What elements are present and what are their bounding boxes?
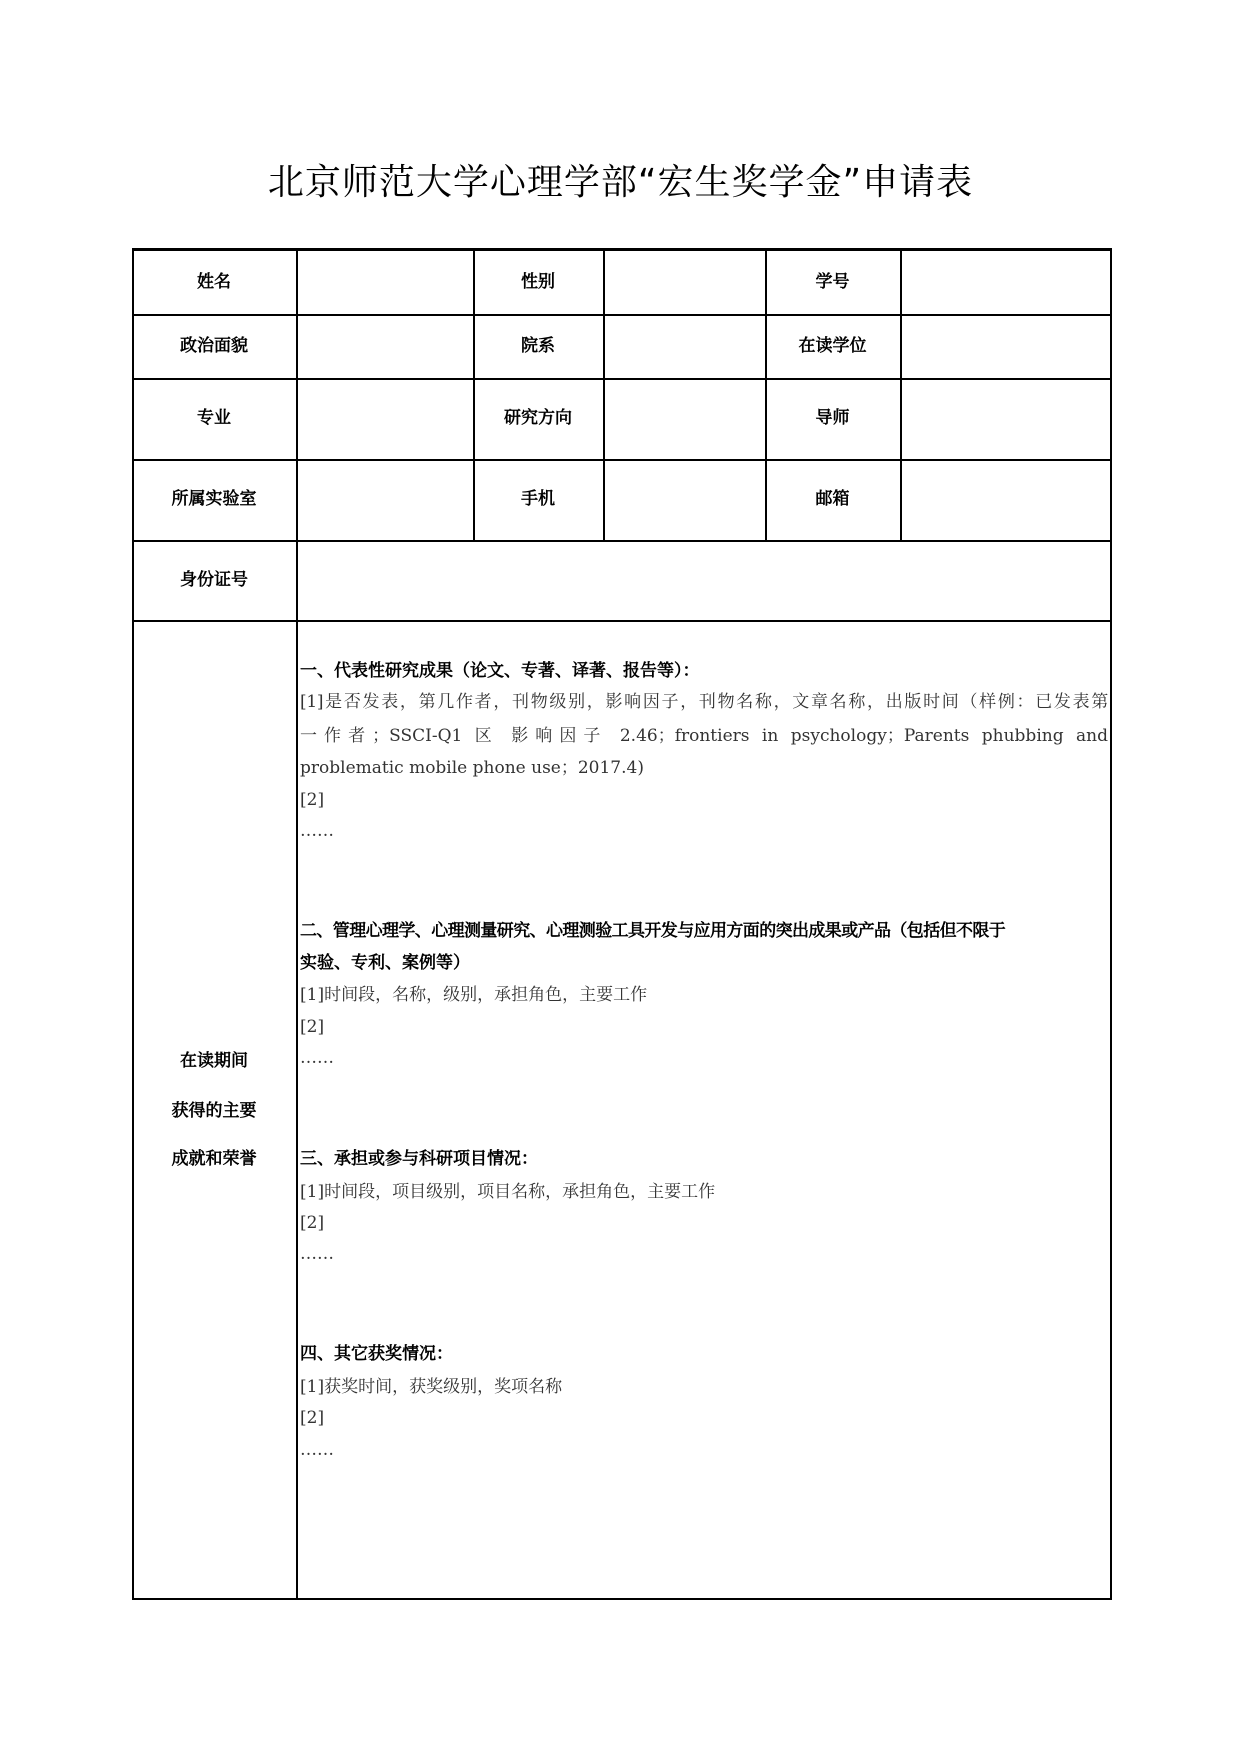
section3-line: …… [300,1244,334,1264]
section3-line: [1]时间段，项目级别，项目名称，承担角色，主要工作 [300,1182,716,1202]
label-department: 院系 [521,336,555,356]
label-student-id: 学号 [815,272,850,292]
section2-line: [1]时间段，名称，级别，承担角色，主要工作 [300,985,648,1005]
major-field[interactable] [298,380,472,458]
table-right-border [1110,248,1112,1599]
gender-field[interactable] [605,252,764,313]
section4-line: [2] [300,1408,325,1428]
label-political-status: 政治面貌 [180,336,248,356]
section2-line: [2] [300,1017,325,1037]
phone-field[interactable] [605,461,764,539]
section1-line: [1]是否发表，第几作者，刊物级别，影响因子，刊物名称，文章名称，出版时间（样例：已发表第 [300,692,1108,712]
degree-field[interactable] [902,316,1109,377]
email-field[interactable] [902,461,1109,539]
section4-line: …… [300,1440,334,1460]
label-id-number: 身份证号 [180,570,248,590]
achievements-label-line: 获得的主要 [171,1101,257,1121]
achievements-label-line: 在读期间 [180,1051,248,1071]
label-major: 专业 [197,408,231,428]
table-left-border [132,248,134,1599]
label-lab: 所属实验室 [171,489,257,509]
table-top-border [132,248,1112,251]
section1-line: …… [300,821,334,841]
political-status-field[interactable] [298,316,472,377]
advisor-field[interactable] [902,380,1109,458]
label-gender: 性别 [521,272,555,292]
page-title: 北京师范大学心理学部“宏生奖学金”申请表 [267,162,974,203]
label-phone: 手机 [521,489,555,509]
research-direction-field[interactable] [605,380,764,458]
section1-heading: 一、代表性研究成果（论文、专著、译著、报告等）： [300,661,700,681]
department-field[interactable] [605,316,764,377]
student-id-field[interactable] [902,252,1109,313]
name-field[interactable] [298,252,472,313]
label-name: 姓名 [197,272,231,292]
section2-heading: 实验、专利、案例等） [300,953,470,973]
row-divider [132,620,1112,622]
achievements-label-line: 成就和荣誉 [171,1149,257,1169]
label-email: 邮箱 [815,489,850,509]
section2-line: …… [300,1048,334,1068]
id-number-field[interactable] [298,542,1109,619]
lab-field[interactable] [298,461,472,539]
label-research-direction: 研究方向 [504,408,572,428]
table-bottom-border [132,1598,1112,1600]
section4-heading: 四、其它获奖情况： [300,1344,453,1364]
section1-line: [2] [300,790,325,810]
section1-line: 一作者；SSCI-Q1 区 影响因子 2.46；frontiers in psychology；Parents phubbing and [300,726,1108,746]
section1-line: problematic mobile phone use；2017.4) [300,758,644,778]
section4-line: [1]获奖时间，获奖级别，奖项名称 [300,1377,563,1397]
label-advisor: 导师 [815,408,850,428]
section3-line: [2] [300,1213,325,1233]
label-degree: 在读学位 [798,336,867,356]
section3-heading: 三、承担或参与科研项目情况： [300,1149,538,1169]
section2-heading: 二、管理心理学、心理测量研究、心理测验工具开发与应用方面的突出成果或产品（包括但不限于 [300,921,1006,941]
